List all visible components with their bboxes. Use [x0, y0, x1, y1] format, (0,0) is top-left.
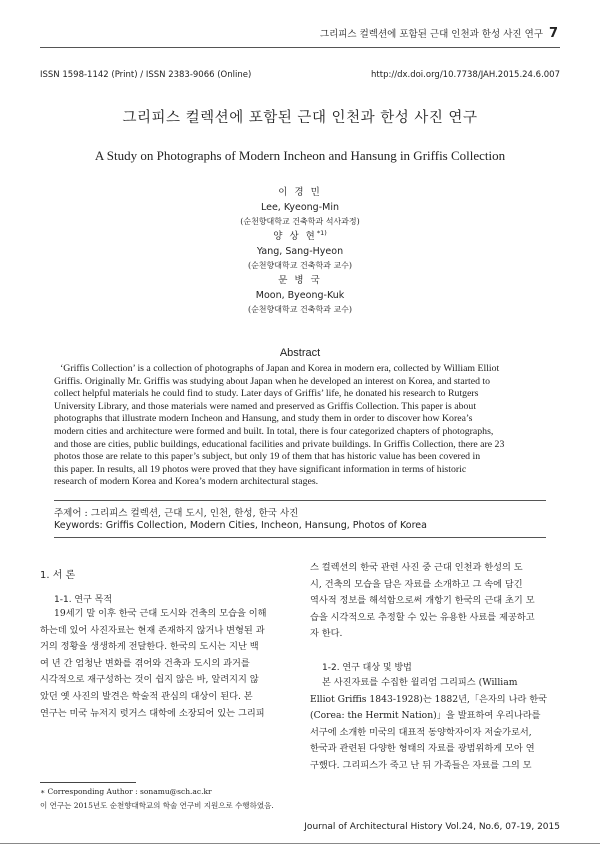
- footer-divider: [0, 843, 600, 844]
- abstract-line: University Library, and those materials were named and preserved as Griffis Collection. This paper is about: [54, 400, 477, 412]
- abstract-body: [54, 363, 546, 489]
- author-korean-name: 문 병 국: [278, 275, 322, 286]
- author-korean-name: 이 경 민: [278, 187, 322, 198]
- body-line: 시각적으로 재구성하는 것이 쉽지 않은 바, 알려지지 않: [40, 674, 259, 686]
- author-affiliation: (순천향대학교 건축학과 교수): [247, 261, 353, 270]
- keywords-bottom-rule: [54, 537, 546, 538]
- abstract-line: modern cities and architecture were formed and built. In total, there is four categorized chapters of photographs,: [54, 425, 494, 437]
- english-title: A Study on Photographs of Modern Incheon and Hansung in Griffis Collection: [94, 148, 506, 163]
- abstract-heading: Abstract: [279, 347, 321, 359]
- author-affiliation: (순천향대학교 건축학과 교수): [247, 305, 353, 314]
- author-2: [0, 228, 600, 271]
- author-1: [0, 184, 600, 227]
- body-line: 본 사진자료를 수집한 윌리엄 그리피스 (William: [322, 677, 518, 688]
- subsection-heading-purpose: 1-1. 연구 목적: [54, 595, 113, 605]
- left-column-body: [40, 606, 292, 722]
- abstract-line: research of modern Korea and Korea’s modern architectural stages.: [54, 476, 319, 488]
- body-line: 연구는 미국 뉴저지 럿거스 대학에 소장되어 있는 그리피: [40, 707, 265, 719]
- author-affiliation: (순천향대학교 건축학과 석사과정): [240, 217, 360, 226]
- body-line: 시, 건축의 모습을 담은 자료를 소개하고 그 속에 담긴: [310, 578, 523, 590]
- korean-keywords: 주제어 : 그리피스 컬렉션, 근대 도시, 인천, 한성, 한국 사진: [54, 508, 299, 519]
- body-line: 구했다. 그리피스가 죽고 난 뒤 가족들은 자료를 그의 모: [310, 759, 532, 771]
- right-column-body-top: [310, 560, 560, 643]
- footnote-divider: [40, 782, 136, 783]
- body-line: 여 년 간 엄청난 변화를 겪어와 건축과 도시의 과거를: [40, 657, 250, 669]
- author-english-name: Yang, Sang-Hyeon: [256, 246, 344, 257]
- body-line: 하는데 있어 사진자료는 현재 존재하지 않거나 변형된 과: [40, 624, 265, 636]
- funding-note: 이 연구는 2015년도 순천향대학교의 학술 연구비 지원으로 수행하였음.: [40, 801, 274, 810]
- subsection-heading-scope-method: 1-2. 연구 대상 및 방법: [322, 663, 412, 673]
- body-line: 역사적 정보를 해석함으로써 개항기 한국의 근대 초기 모: [310, 595, 535, 607]
- abstract-line: Griffis. Originally Mr. Griffis was studying about Japan when he developed an interest on Korea, and started to: [54, 375, 491, 387]
- page-number: 7: [548, 26, 558, 41]
- journal-footer: Journal of Architectural History Vol.24, No.6, 07-19, 2015: [304, 822, 560, 832]
- abstract-line: photographs that illustrate modern Incheon and Hansung, and study them in order to discover how Korea’s: [54, 413, 473, 425]
- body-line: 자 한다.: [310, 628, 343, 640]
- keywords-top-rule: [54, 500, 546, 501]
- corresponding-author-note: ∗ Corresponding Author : sonamu@sch.ac.kr: [40, 787, 212, 796]
- doi-link[interactable]: http://dx.doi.org/10.7738/JAH.2015.24.6.007: [371, 70, 560, 80]
- body-line: 한국과 관련된 다양한 형태의 자료를 광범위하게 모아 연: [310, 743, 535, 755]
- body-line: 스 컬렉션의 한국 관련 사진 중 근대 인천과 한성의 도: [310, 562, 523, 573]
- header-divider: [40, 47, 560, 48]
- issn: ISSN 1598-1142 (Print) / ISSN 2383-9066 (Online): [40, 70, 252, 80]
- author-english-name: Lee, Kyeong-Min: [260, 202, 339, 213]
- section-heading-introduction: 1. 서 론: [40, 570, 76, 581]
- author-3: [0, 272, 600, 315]
- author-korean-name: 양 상 현: [273, 231, 317, 242]
- abstract-line: photos those are relate to this paper’s subject, but only 19 of them that has historic value has been covered in: [54, 451, 481, 463]
- author-english-name: Moon, Byeong-Kuk: [255, 290, 345, 301]
- korean-title: 그리피스 컬렉션에 포함된 근대 인천과 한성 사진 연구: [122, 110, 478, 126]
- body-line: 거의 정황을 생생하게 전달한다. 한국의 도시는 지난 백: [40, 641, 259, 653]
- body-line: Elliot Griffis 1843-1928)는 1882년,「은자의 나라 한국: [310, 693, 548, 705]
- english-keywords: Keywords: Griffis Collection, Modern Cities, Incheon, Hansung, Photos of Korea: [54, 520, 427, 531]
- abstract-line: collect helpful materials he could find to study. Later days of Griffis’ life, he donated his research to Rutgers: [54, 388, 479, 400]
- body-line: 19세기 말 이후 한국 근대 도시와 건축의 모습을 이해: [54, 608, 267, 619]
- abstract-line: ‘Griffis Collection’ is a collection of photographs of Japan and Korea in modern era, collected by William Elliot: [60, 363, 500, 374]
- abstract-line: and those are cities, public buildings, educational facilities and private buildings. In Griffis Collection, there are 23: [54, 438, 505, 450]
- corresponding-mark: *1): [316, 228, 327, 237]
- right-column-body-bottom: [310, 675, 560, 775]
- running-title: 그리피스 컬렉션에 포함된 근대 인천과 한성 사진 연구: [319, 29, 543, 40]
- body-line: 습을 시각적으로 추정할 수 있는 유용한 사료를 제공하고: [310, 611, 535, 623]
- body-line: (Corea: the Hermit Nation)」을 발표하여 우리나라를: [310, 710, 541, 722]
- abstract-line: this paper. In results, all 19 photos were proved that they have significant information in terms of historic: [54, 463, 467, 475]
- body-line: 았던 옛 사진의 발견은 학술적 관심의 대상이 된다. 본: [40, 690, 253, 702]
- running-header: [320, 26, 558, 41]
- body-line: 서구에 소개한 미국의 대표적 동양학자이자 저술가로서,: [310, 726, 532, 738]
